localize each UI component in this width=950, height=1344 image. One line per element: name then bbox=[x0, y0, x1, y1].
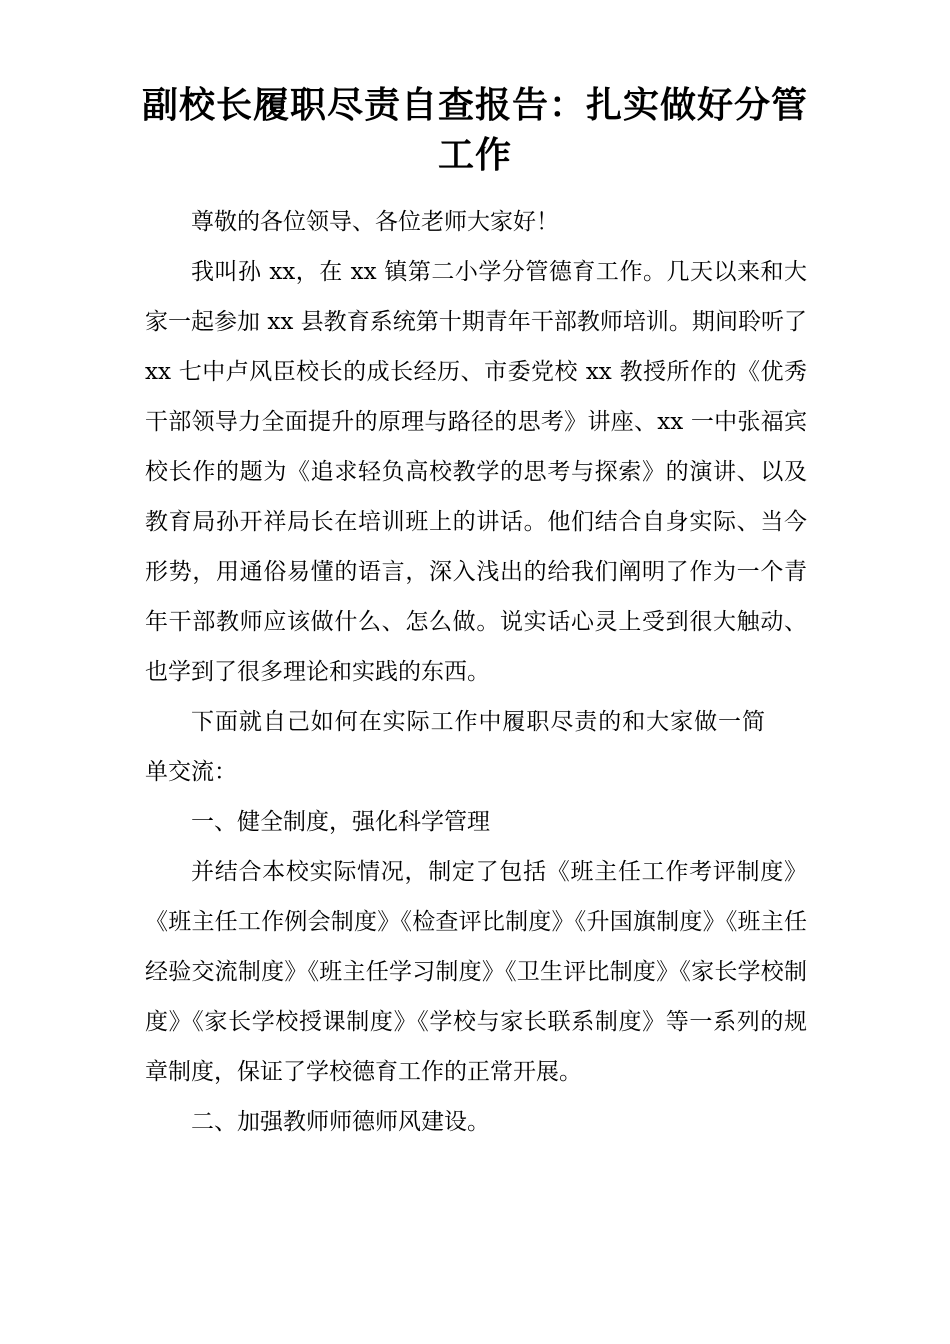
paragraph-introduction: 我叫孙 xx，在 xx 镇第二小学分管德育工作。几天以来和大家一起参加 xx 县教育系统第十期青年干部教师培训。期间聆听了 xx 七中卢风臣校长的成长经历、市委党校 xx 教授所作的《优秀干部领导力全面提升的原理与路径的思考》讲座、xx 一中张福宾校长作的题为《追求轻负高校教学的思考与探索》的演讲、以及教育局孙开祥局长在培训班上的讲话。他们结合自身实际、当今形势，用通俗易懂的语言，深入浅出的给我们阐明了作为一个青年干部教师应该做什么、怎么做。说实话心灵上受到很大触动、也学到了很多理论和实践的东西。 bbox=[145, 259, 807, 685]
paragraph-transition: 下面就自己如何在实际工作中履职尽责的和大家做一简单交流： bbox=[145, 709, 765, 785]
document-title: 副校长履职尽责自查报告：扎实做好分管工作 bbox=[141, 84, 808, 176]
paragraph-section-1: 并结合本校实际情况，制定了包括《班主任工作考评制度》《班主任工作例会制度》《检查评比制度》《升国旗制度》《班主任经验交流制度》《班主任学习制度》《卫生评比制度》《家长学校制度》《家长学校授课制度》《学校与家长联系制度》等一系列的规章制度，保证了学校德育工作的正常开展。 bbox=[145, 859, 807, 1085]
section-heading-2: 二、加强教师师德师风建设。 bbox=[191, 1109, 490, 1135]
section-heading-1: 一、健全制度，强化科学管理 bbox=[191, 809, 490, 835]
paragraph-greeting: 尊敬的各位领导、各位老师大家好！ bbox=[191, 209, 559, 235]
document-body bbox=[145, 197, 807, 1147]
